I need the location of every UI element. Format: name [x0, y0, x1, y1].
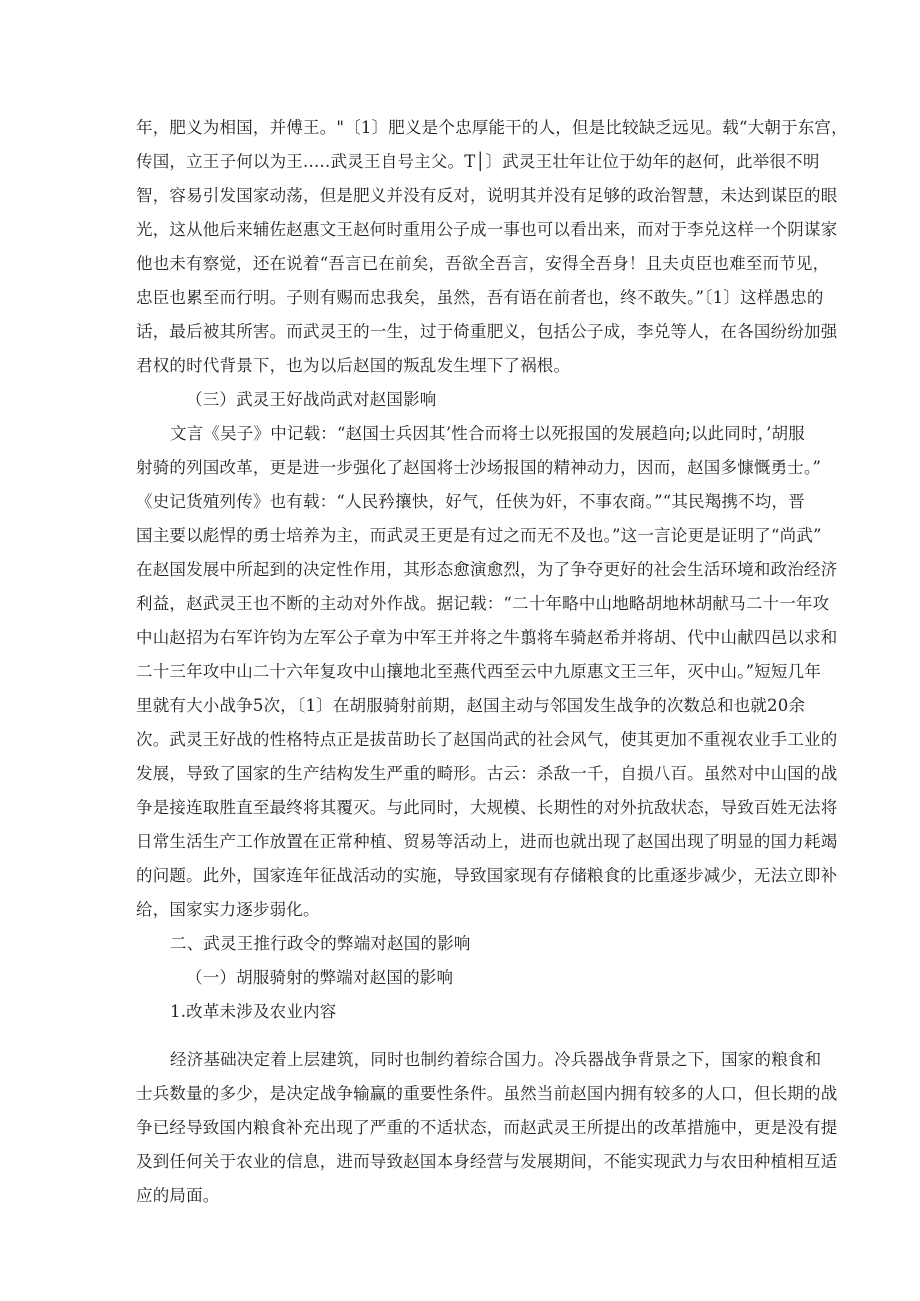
paragraph-line: 经济基础决定着上层建筑，同时也制约着综合国力。冷兵器战争背景之下，国家的粮食和: [170, 1050, 822, 1069]
section-heading: （三）武灵王好战尚武对赵国影响: [186, 390, 437, 409]
paragraph-line: 传国，立王子何以为王..…武灵王自号主父。T│〕武灵王壮年让位于幼年的赵何，此举很不明: [136, 152, 820, 171]
paragraph-line: 君权的时代背景下，也为以后赵国的叛乱发生埋下了祸根。: [136, 356, 571, 375]
paragraph-line: 话，最后被其所害。而武灵王的一生，过于倚重肥义，包括公子成，李兑等人，在各国纷纷加强: [136, 322, 838, 341]
paragraph-line: 二十三年攻中山二十六年复攻中山攘地北至燕代西至云中九原惠文王三年，灭中山。”短短几年: [136, 662, 822, 681]
paragraph-line: 射骑的列国改革，更是进一步强化了赵国将士沙场报国的精神动力，因而，赵国多慷慨勇士。”: [136, 458, 822, 477]
paragraph-line: 年，肥义为相国，并傅王。"〔1〕肥义是个忠厚能干的人，但是比较缺乏远见。载“大朝于东宫，: [136, 118, 848, 137]
paragraph-line: 士兵数量的多少，是决定战争输赢的重要性条件。虽然当前赵国内拥有较多的人口，但长期的战: [136, 1084, 838, 1103]
subsection-heading: 1.改革未涉及农业内容: [170, 1002, 337, 1021]
paragraph-line: 《史记货殖列传》也有载：“人民矜攘快，好气，任侠为奸，不事农商。”“其民羯携不均，晋: [136, 492, 805, 511]
section-heading: （一）胡服骑射的弊端对赵国的影响: [186, 968, 454, 987]
paragraph-line: 给，国家实力逐步弱化。: [136, 900, 320, 919]
paragraph-line: 次。武灵王好战的性格特点正是拔苗助长了赵国尚武的社会风气，使其更加不重视农业手工业的: [136, 730, 838, 749]
paragraph-line: 光，这从他后来辅佐赵惠文王赵何时重用公子成一事也可以看出来，而对于李兑这样一个阴谋家: [136, 220, 838, 239]
paragraph-line: 忠臣也累至而行明。子则有赐而忠我矣，虽然，吾有语在前者也，终不敢失。”〔1〕这样愚忠的: [136, 288, 824, 307]
paragraph-line: 智，容易引发国家动荡，但是肥义并没有反对，说明其并没有足够的政治智慧，未达到谋臣的眼: [136, 186, 838, 205]
paragraph-line: 文言《吴子》中记载：“赵国士兵因其’性合而将士以死报国的发展趋向;以此同时，’胡服: [170, 424, 805, 443]
paragraph-line: 争已经导致国内粮食补充出现了严重的不适状态，而赵武灵王所提出的改革措施中，更是没有提: [136, 1118, 838, 1137]
paragraph-line: 日常生活生产工作放置在正常种植、贸易等活动上，进而也就出现了赵国出现了明显的国力耗竭: [136, 832, 838, 851]
paragraph-line: 的问题。此外，国家连年征战活动的实施，导致国家现有存储粮食的比重逐步减少，无法立即补: [136, 866, 838, 885]
paragraph-line: 国主要以彪悍的勇士培养为主，而武灵王更是有过之而无不及也。”这一言论更是证明了“尚武”: [136, 526, 822, 545]
paragraph-line: 在赵国发展中所起到的决定性作用，其形态愈演愈烈，为了争夺更好的社会生活环境和政治经济: [136, 560, 838, 579]
chapter-heading: 二、武灵王推行政令的弊端对赵国的影响: [170, 934, 471, 953]
paragraph-line: 里就有大小战争5次，〔1〕在胡服骑射前期，赵国主动与邻国发生战争的次数总和也就20余: [136, 696, 806, 715]
paragraph-line: 应的局面。: [136, 1186, 220, 1205]
paragraph-line: 利益，赵武灵王也不断的主动对外作战。据记载：“二十年略中山地略胡地林胡献马二十一年攻: [136, 594, 830, 613]
paragraph-line: 他也未有察觉，还在说着“吾言已在前矣，吾欲全吾言，安得全吾身！且夫贞臣也难至而节见，: [136, 254, 830, 273]
paragraph-line: 争是接连取胜直至最终将其覆灭。与此同时，大规模、长期性的对外抗敌状态，导致百姓无法将: [136, 798, 838, 817]
paragraph-line: 中山赵招为右军许钧为左军公子章为中军王并将之牛翦将车骑赵希并将胡、代中山献四邑以求和: [136, 628, 838, 647]
paragraph-line: 发展，导致了国家的生产结构发生严重的畸形。古云：杀敌一千，自损八百。虽然对中山国的战: [136, 764, 838, 783]
paragraph-line: 及到任何关于农业的信息，进而导致赵国本身经营与发展期间，不能实现武力与农田种植相互适: [136, 1152, 838, 1171]
